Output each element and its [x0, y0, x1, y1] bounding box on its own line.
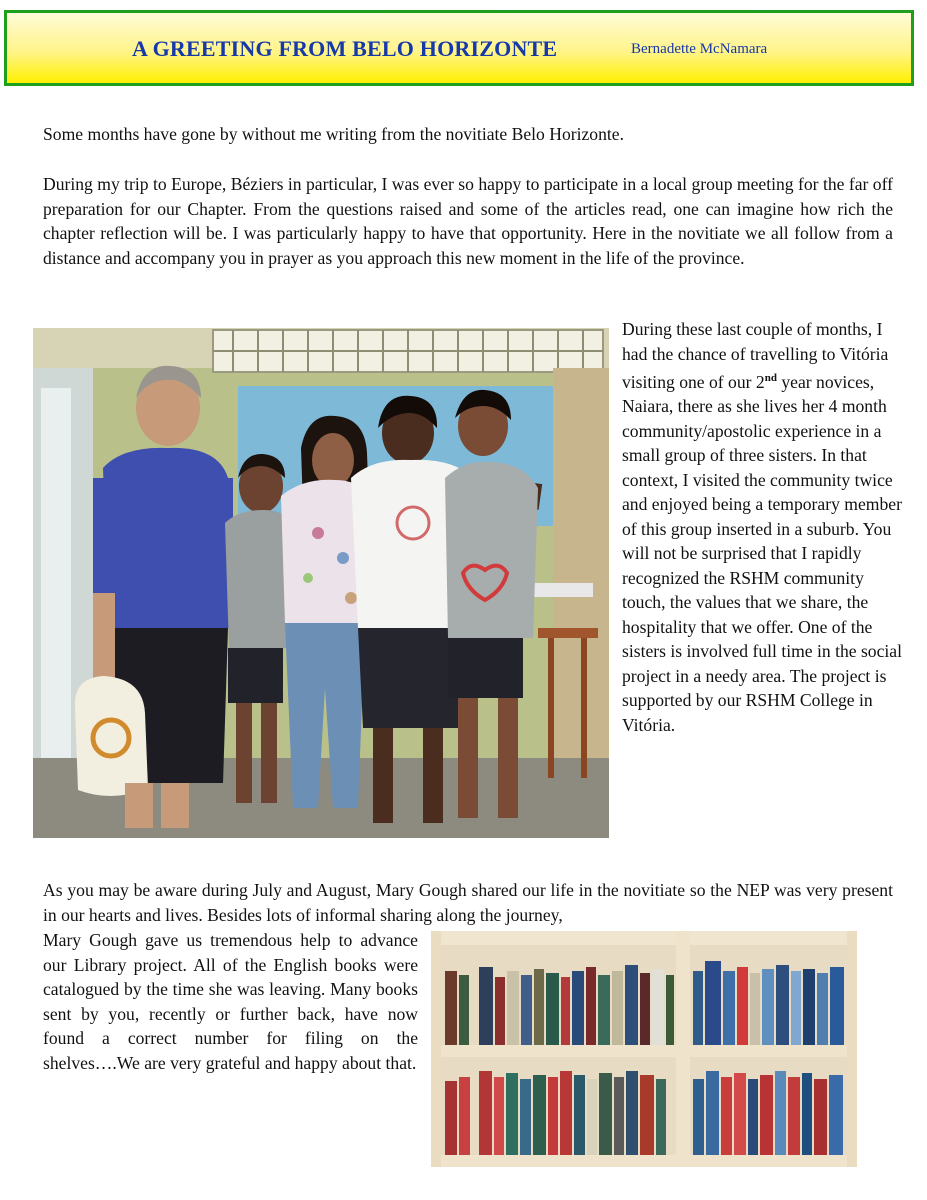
header-banner [4, 10, 914, 86]
paragraph-intro: Some months have gone by without me writing from the novitiate Belo Horizonte. [43, 124, 624, 144]
paragraph-europe-trip: During my trip to Europe, Béziers in particular, I was ever so happy to participate in a local group meeting for the far off preparation for our Chapter. From the questions raised and some of the articles read, one can imagine how rich the chapter reflection will be. I was particularly happy to have that opportunity. Here in the novitiate we all follow from a distance and accompany you in prayer as you approach this new moment in the life of the province. [43, 174, 893, 268]
paragraph-vitoria-visit-part2: year novices, Naiara, there as she lives her 4 month community/apostolic experience in a small group of three sisters. In that context, I visited the community twice and enjoyed being a temporary member of this group inserted in a suburb. You will not be surprised that I rapidly recognized the RSHM community touch, the values that we share, the hospitality that we offer. One of the sisters is involved full time in the social project in a needy area. The project is supported by our RSHM College in Vitória. [622, 371, 902, 735]
group-photo [33, 328, 609, 838]
article-author: Bernadette McNamara [631, 41, 768, 57]
library-photo [431, 931, 857, 1167]
ordinal-suffix: nd [764, 372, 777, 384]
paragraph-vitoria-visit-part1: During these last couple of months, I had the chance of travelling to Vitória visiting one of our 2 [622, 319, 889, 392]
paragraph-mary-gough: As you may be aware during July and August, Mary Gough shared our life in the novitiate so the NEP was very present in our hearts and lives. Besides lots of informal sharing along the journey, [43, 880, 893, 925]
paragraph-vitoria-visit [622, 317, 907, 737]
paragraph-library-project: Mary Gough gave us tremendous help to advance our Library project. All of the English books were catalogued by the time she was leaving. Many books sent by you, recently or further back, have now found a correct number for filing on the shelves….We are very grateful and happy about that. [43, 930, 418, 1073]
article-title: A GREETING FROM BELO HORIZONTE [132, 36, 558, 61]
